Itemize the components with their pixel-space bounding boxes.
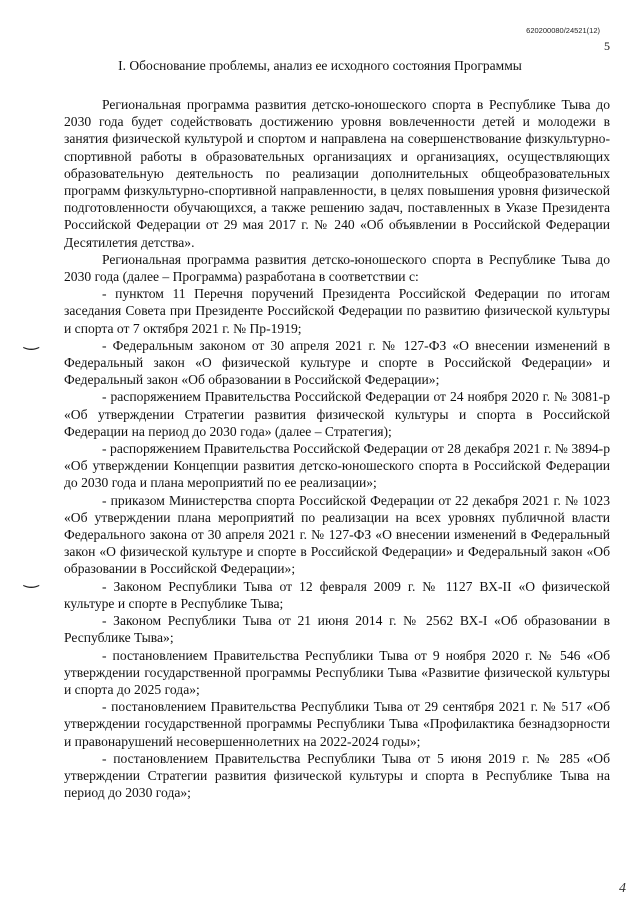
list-item-law-1127: - Законом Республики Тыва от 12 февраля 2009 г. № 1127 ВХ-II «О физической культуре и спорте в Республике Тыва; [64, 578, 610, 611]
margin-mark: ‿ [24, 568, 39, 589]
list-item-resolution-517: - постановлением Правительства Республики Тыва от 29 сентября 2021 г. № 517 «Об утверждении государственной программы Республики Тыва «Профилактика безнадзорности и правонарушений несовершеннолетних на 2022-2024 годы»; [64, 699, 610, 749]
list-item-law-2562: - Законом Республики Тыва от 21 июня 2014 г. № 2562 ВХ-I «Об образовании в Республике Тыва»; [64, 613, 610, 646]
list-item-order-3894: - распоряжением Правительства Российской Федерации от 28 декабря 2021 г. № 3894-р «Об утверждении Концепции развития детско-юношеского спорта в Российской Федерации до 2030 года и плана мероприятий по ее реализации»; [64, 441, 610, 491]
list-item-ministry-order-1023: - приказом Министерства спорта Российской Федерации от 22 декабря 2021 г. № 1023 «Об утверждении плана мероприятий по реализации на всех уровнях публичной власти Федерального закона от 30 апреля 2021 г. № 127-ФЗ «О внесении изменений в Федеральный закон «О физической культуре и спорте в Российской Федерации» и Федеральный закон «Об образовании в Российской Федерации»; [64, 492, 610, 577]
list-item-resolution-285: - постановлением Правительства Республики Тыва от 5 июня 2019 г. № 285 «Об утверждении Стратегии развития физической культуры и спорта в Республике Тыва на период до 2030 года»; [64, 750, 610, 801]
paragraph-basis: Региональная программа развития детско-юношеского спорта в Республике Тыва до 2030 года (далее – Программа) разработана в соответствии с: [64, 251, 610, 285]
list-item-order-3081: - распоряжением Правительства Российской Федерации от 24 ноября 2020 г. № 3081-р «Об утверждении Стратегии развития физической культуры и спорта в Российской Федерации на период до 2030 года» (далее – Стратегия); [64, 389, 610, 439]
body-text [64, 96, 610, 801]
page-number: 5 [604, 39, 610, 53]
margin-mark: ‿ [24, 330, 39, 351]
list-item-presidential-orders: - пунктом 11 Перечня поручений Президента Российской Федерации по итогам заседания Совета при Президенте Российской Федерации по развитию физической культуры и спорта от 7 октября 2021 г. № Пр-1919; [64, 286, 610, 336]
section-title: I. Обоснование проблемы, анализ ее исходного состояния Программы [118, 58, 522, 73]
document-code: 620200080/24521(12) [526, 26, 600, 35]
list-item-federal-law-127: - Федеральным законом от 30 апреля 2021 г. № 127-ФЗ «О внесении изменений в Федеральный закон «О физической культуре и спорте в Российской Федерации» и Федеральный закон «Об образовании в Российской Федерации»; [64, 337, 610, 388]
list-item-resolution-546: - постановлением Правительства Республики Тыва от 9 ноября 2020 г. № 546 «Об утверждении государственной программы Республики Тыва «Развитие физической культуры и спорта до 2025 года»; [64, 647, 610, 697]
paragraph-intro: Региональная программа развития детско-юношеского спорта в Республике Тыва до 2030 года будет содействовать достижению уровня вовлеченности детей и молодежи в занятия физической культурой и спортом и направлена на совершенствование физкультурно-спортивной работы в образовательных организациях и организациях, осуществляющих образовательную деятельность по реализации дополнительных общеобразовательных программ физкультурно-спортивной направленности, в целях повышения уровня физической подготовленности обучающихся, а также решению задач, поставленных в Указе Президента Российской Федерации от 29 мая 2017 г. № 240 «Об объявлении в Российской Федерации Десятилетия детства». [64, 97, 610, 250]
corner-mark: 4 [619, 881, 626, 896]
